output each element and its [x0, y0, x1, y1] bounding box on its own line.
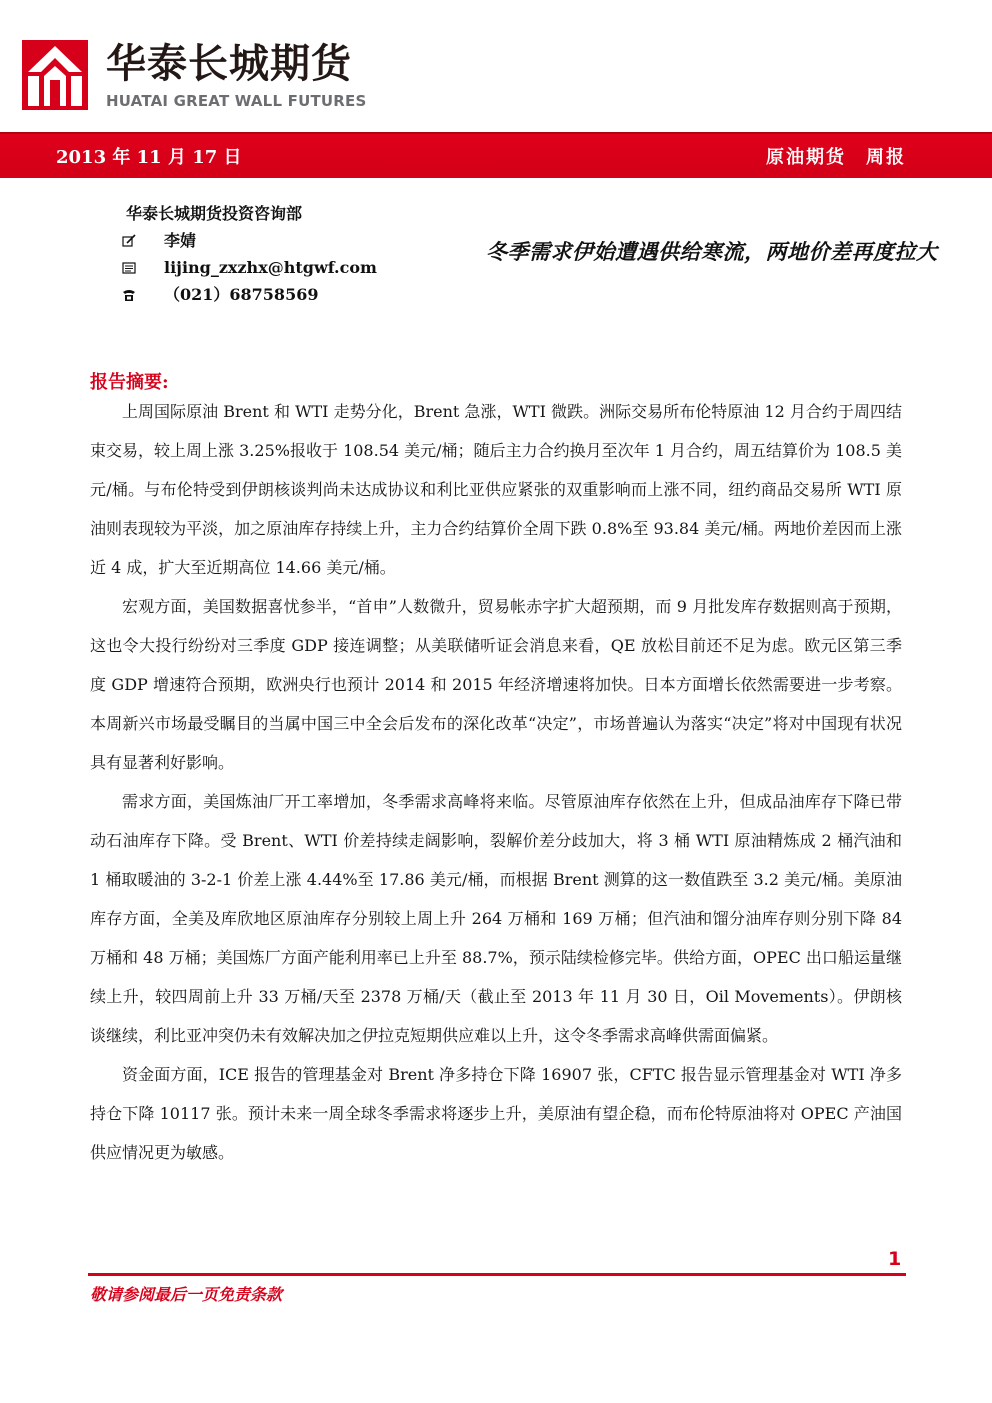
mail-icon	[122, 261, 136, 275]
phone-icon	[122, 288, 136, 302]
summary-paragraph: 需求方面，美国炼油厂开工率增加，冬季需求高峰将来临。尽管原油库存依然在上升，但成品油库存下降已带动石油库存下降。受 Brent、WTI 价差持续走阔影响，裂解价差分歧加大，将 3 桶 WTI 原油精炼成 2 桶汽油和 1 桶取暖油的 3-2-1 价差上涨 4.44%至 17.86 美元/桶，而根据 Brent 测算的这一数值跌至 3.2 美元/桶。美原油库存方面，全美及库欣地区原油库存分别较上周上升 264 万桶和 169 万桶；但汽油和馏分油库存则分别下降 84 万桶和 48 万桶；美国炼厂方面产能利用率已上升至 88.7%，预示陆续检修完毕。供给方面，OPEC 出口船运量继续上升，较四周前上升 33 万桶/天至 2378 万桶/天（截止至 2013 年 11 月 30 日，Oil Movements）。伊朗核谈继续，利比亚冲突仍未有效解决加之伊拉克短期供应难以上升，这令冬季需求高峰供需面偏紧。	[90, 792, 902, 1045]
summary-paragraph: 资金面方面，ICE 报告的管理基金对 Brent 净多持仓下降 16907 张，CFTC 报告显示管理基金对 WTI 净多持仓下降 10117 张。预计未来一周全球冬季需求将逐步上升，美原油有望企稳，而布伦特原油将对 OPEC 产油国供应情况更为敏感。	[90, 1065, 902, 1162]
report-type: 原油期货 周报	[766, 147, 906, 168]
email-row	[122, 254, 377, 281]
header-banner	[0, 132, 992, 178]
summary-body	[90, 392, 902, 1172]
analyst-email[interactable]: lijing_zxzhx@htgwf.com	[164, 258, 377, 277]
phone-row	[122, 281, 377, 308]
company-name-en: HUATAI GREAT WALL FUTURES	[106, 92, 367, 110]
summary-paragraph: 宏观方面，美国数据喜忧参半，“首申”人数微升，贸易帐赤字扩大超预期，而 9 月批发库存数据则高于预期，这也令大投行纷纷对三季度 GDP 接连调整；从美联储听证会消息来看，QE 放松目前还不足为虑。欧元区第三季度 GDP 增速符合预期，欧洲央行也预计 2014 和 2015 年经济增速将加快。日本方面增长依然需要进一步考察。本周新兴市场最受瞩目的当属中国三中全会后发布的深化改革“决定”，市场普遍认为落实“决定”将对中国现有状况具有显著利好影响。	[90, 597, 902, 772]
report-headline: 冬季需求伊始遭遇供给寒流，两地价差再度拉大	[486, 239, 938, 264]
report-date: 2013 年 11 月 17 日	[56, 147, 242, 168]
footer-divider	[88, 1273, 906, 1276]
department-row	[122, 200, 377, 227]
summary-paragraph: 上周国际原油 Brent 和 WTI 走势分化，Brent 急涨，WTI 微跌。洲际交易所布伦特原油 12 月合约于周四结束交易，较上周上涨 3.25%报收于 108.54 美元/桶；随后主力合约换月至次年 1 月合约，周五结算价为 108.5 美元/桶。与布伦特受到伊朗核谈判尚未达成协议和利比亚供应紧张的双重影响而上涨不同，纽约商品交易所 WTI 原油则表现较为平淡，加之原油库存持续上升，主力合约结算价全周下跌 0.8%至 93.84 美元/桶。两地价差因而上涨近 4 成，扩大至近期高位 14.66 美元/桶。	[90, 402, 902, 577]
analyst-name: 李婧	[164, 231, 197, 250]
huatai-logo-icon	[22, 40, 88, 110]
pen-icon	[122, 234, 136, 248]
page-number: 1	[888, 1248, 902, 1270]
analyst-row	[122, 227, 377, 254]
disclaimer-note: 敬请参阅最后一页免责条款	[90, 1285, 283, 1304]
company-logo	[22, 40, 402, 112]
department-name: 华泰长城期货投资咨询部	[126, 204, 303, 223]
contact-block	[122, 200, 377, 308]
summary-title: 报告摘要:	[90, 372, 169, 393]
analyst-phone: （021）68758569	[164, 285, 319, 304]
company-name-cn: 华泰长城期货	[106, 41, 352, 87]
